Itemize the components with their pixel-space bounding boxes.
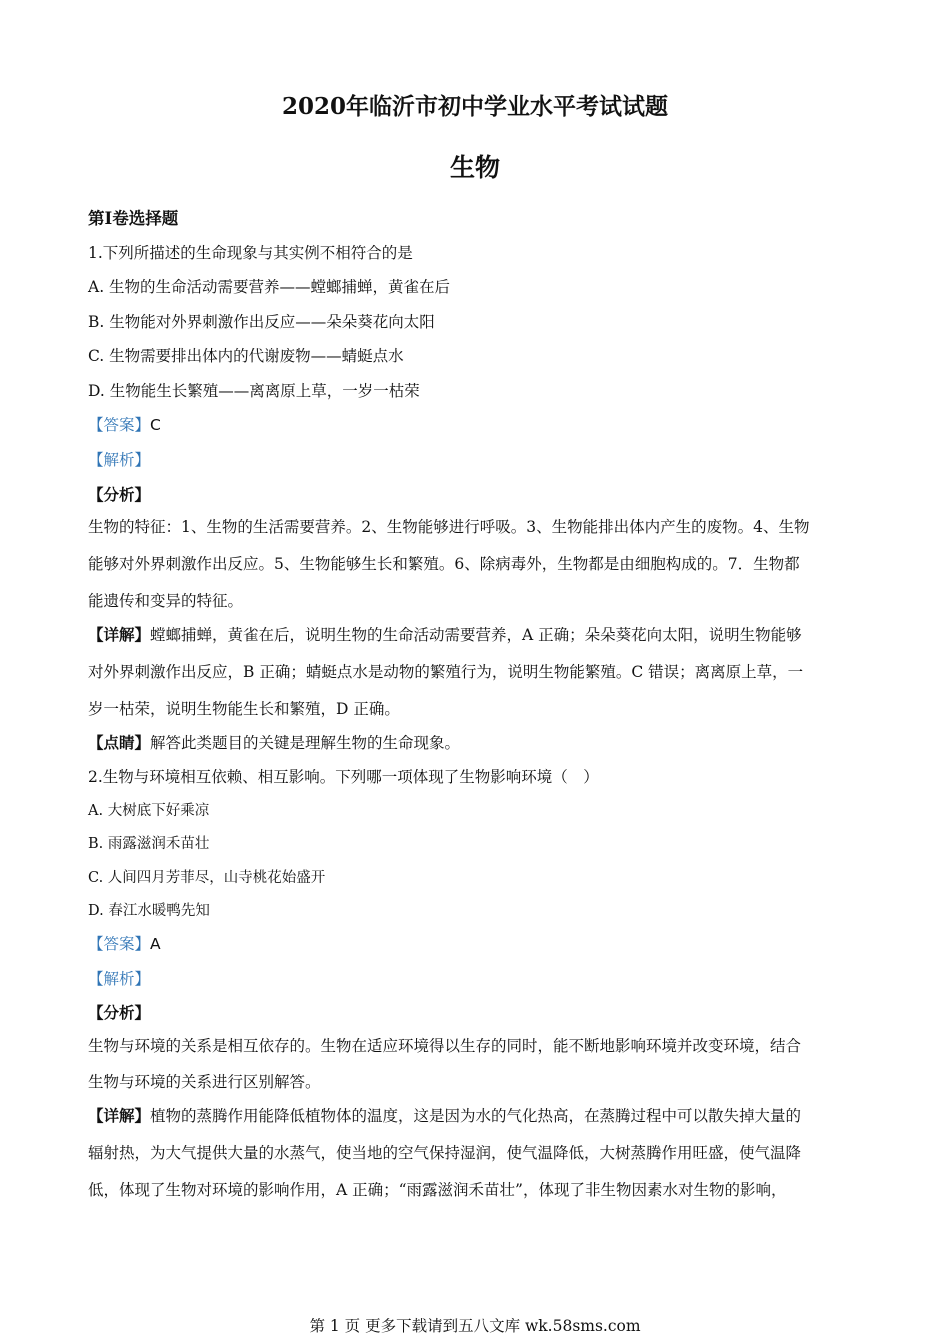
q2-analysis-line: 生物与环境的关系是相互依存的。生物在适应环境得以生存的同时，能不断地影响环境并改变环境，结合 [88,1037,802,1055]
detail-text: 植物的蒸腾作用能降低植物体的温度，这是因为水的气化热高，在蒸腾过程中可以散失掉大量的 [150,1107,802,1125]
q1-analysis-line: 能够对外界刺激作出反应。5、生物能够生长和繁殖。6、除病毒外，生物都是由细胞构成的。7．生物都 [88,555,800,573]
comment-tag: 【点睛】 [88,733,151,752]
q2-detail-line: 低，体现了生物对环境的影响作用，A 正确；“雨露滋润禾苗壮”，体现了非生物因素水对生物的影响， [88,1181,787,1199]
q1-analysis-line: 能遗传和变异的特征。 [88,592,244,610]
q2-analysis-line: 生物与环境的关系进行区别解答。 [88,1073,321,1091]
q1-option-c: C. 生物需要排出体内的代谢废物——蜻蜓点水 [88,347,404,365]
q1-option-d: D. 生物能生长繁殖——离离原上草，一岁一枯荣 [88,382,420,400]
q1-analysis-line: 生物的特征：1、生物的生活需要营养。2、生物能够进行呼吸。3、生物能排出体内产生的废物。4、生物 [88,518,810,536]
q2-option-c: C. 人间四月芳菲尽，山寺桃花始盛开 [88,870,326,886]
q1-answer [88,413,161,435]
q1-stem: 1.下列所描述的生命现象与其实例不相符合的是 [88,244,413,262]
section-title: 第Ⅰ卷选择题 [88,209,179,228]
answer-value: C [150,416,161,434]
q2-stem: 2.生物与环境相互依赖、相互影响。下列哪一项体现了生物影响环境（ ） [88,768,599,786]
q1-option-a: A. 生物的生命活动需要营养——螳螂捕蝉，黄雀在后 [88,278,451,296]
document-title: 2020年临沂市初中学业水平考试试题 [281,93,668,120]
q1-detail [88,623,802,645]
answer-tag: 【答案】 [88,935,151,953]
q1-comment [88,731,460,753]
q2-option-b: B. 雨露滋润禾苗壮 [88,836,210,852]
q2-option-a: A. 大树底下好乘凉 [88,803,210,819]
q2-analysis-tag: 【分析】 [88,1003,151,1022]
answer-value: A [150,935,161,953]
q1-detail-line: 对外界刺激作出反应，B 正确；蜻蜓点水是动物的繁殖行为，说明生物能繁殖。C 错误；离离原上草，一 [88,663,804,681]
detail-tag: 【详解】 [88,1106,151,1125]
detail-text: 螳螂捕蝉，黄雀在后，说明生物的生命活动需要营养，A 正确；朵朵葵花向太阳，说明生物能够 [150,626,802,644]
page-footer: 第 1 页 更多下载请到五八文库 wk.58sms.com [309,1317,641,1335]
q2-detail-line: 辐射热，为大气提供大量的水蒸气，使当地的空气保持湿润，使气温降低，大树蒸腾作用旺盛，使气温降 [88,1144,802,1162]
q1-detail-line: 岁一枯荣，说明生物能生长和繁殖，D 正确。 [88,700,400,718]
comment-text: 解答此类题目的关键是理解生物的生命现象。 [150,734,461,752]
q1-explain-tag: 【解析】 [88,451,151,469]
subject-title: 生物 [449,153,500,182]
detail-tag: 【详解】 [88,625,151,644]
q2-detail [88,1104,801,1126]
q2-explain-tag: 【解析】 [88,970,151,988]
q1-analysis-tag: 【分析】 [88,485,151,504]
q2-option-d: D. 春江水暖鸭先知 [88,903,210,919]
q2-answer [88,932,161,954]
answer-tag: 【答案】 [88,416,151,434]
q1-option-b: B. 生物能对外界刺激作出反应——朵朵葵花向太阳 [88,313,435,331]
